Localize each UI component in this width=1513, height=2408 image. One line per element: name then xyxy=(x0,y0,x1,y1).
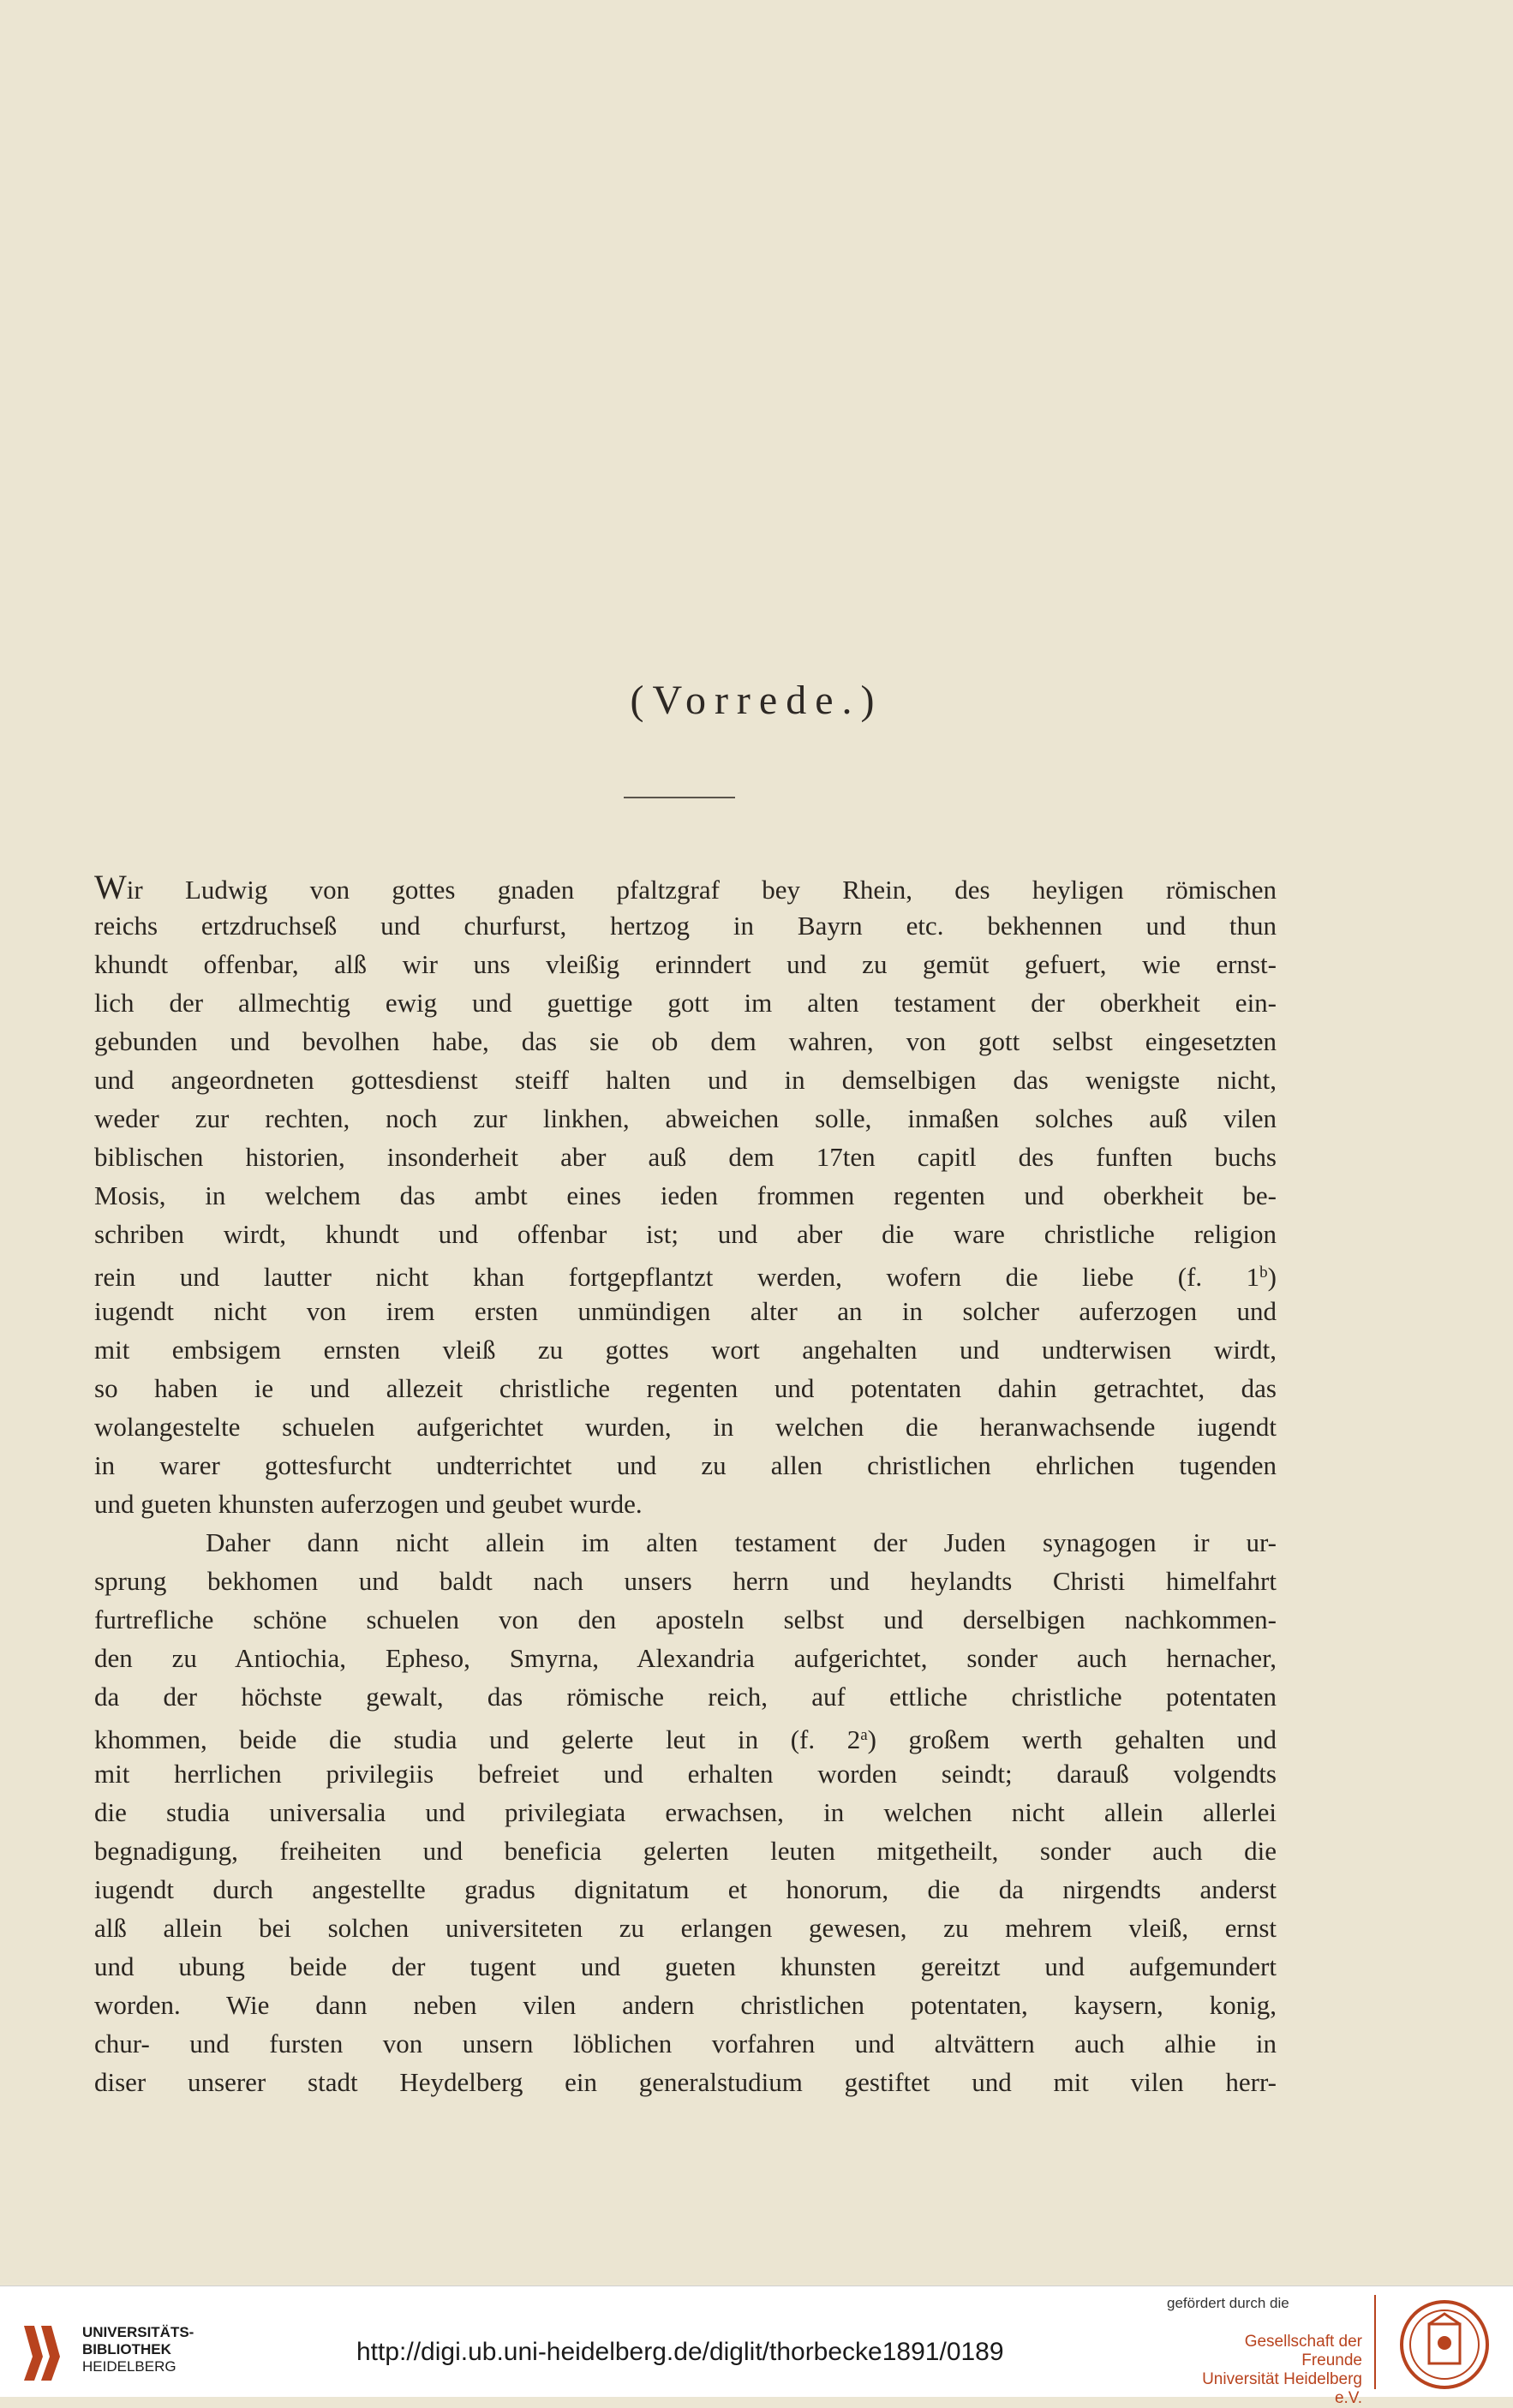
text-line: sprung bekhomen und baldt nach unsers herrn und heylandts Christi himelfahrt xyxy=(94,1566,1277,1596)
text-line: alß allein bei solchen universiteten zu erlangen gewesen, zu mehrem vleiß, ernst xyxy=(94,1913,1277,1943)
university-seal-icon xyxy=(1398,2298,1491,2391)
page-title: (Vorrede.) xyxy=(630,678,883,723)
body-text xyxy=(94,868,1277,2101)
text-line: iugendt nicht von irem ersten unmündigen alter an in solcher auferzogen und xyxy=(94,1296,1277,1326)
library-name: UNIVERSITÄTS- BIBLIOTHEK HEIDELBERG xyxy=(82,2324,194,2375)
text-line: biblischen historien, insonderheit aber auß dem 17ten capitl des funften buchs xyxy=(94,1142,1277,1172)
text-line: weder zur rechten, noch zur linkhen, abweichen solle, inmaßen solches auß vilen xyxy=(94,1103,1277,1133)
text-line: und gueten khunsten auferzogen und geubet wurde. xyxy=(94,1489,643,1519)
text-line: khommen, beide die studia und gelerte leut in (f. 2$^a$) großem werth gehalten und xyxy=(94,1724,1277,1754)
footer-divider xyxy=(1374,2295,1376,2389)
text-line: worden. Wie dann neben vilen andern christlichen potentaten, kaysern, konig, xyxy=(94,1990,1277,2020)
text-line: mit herrlichen privilegiis befreiet und erhalten worden seindt; darauß volgendts xyxy=(94,1759,1277,1789)
text-line: schriben wirdt, khundt und offenbar ist; und aber die ware christliche religion xyxy=(94,1219,1277,1249)
text-line: da der höchste gewalt, das römische reich, auf ettliche christliche potentaten xyxy=(94,1682,1277,1712)
text-line: khundt offenbar, alß wir uns vleißig erinndert und zu gemüt gefuert, wie ernst- xyxy=(94,949,1277,979)
text-line: und ubung beide der tugent und gueten khunsten gereitzt und aufgemundert xyxy=(94,1951,1277,1981)
text-line: die studia universalia und privilegiata erwachsen, in welchen nicht allein allerlei xyxy=(94,1797,1277,1827)
text-line: gebunden und bevolhen habe, das sie ob dem wahren, von gott selbst eingesetzten xyxy=(94,1026,1277,1056)
text-line: reichs ertzdruchseß und churfurst, hertzog in Bayrn etc. bekhennen und thun xyxy=(94,911,1277,941)
text-line: wolangestelte schuelen aufgerichtet wurden, in welchen die heranwachsende iugendt xyxy=(94,1412,1277,1442)
footer-bar xyxy=(0,2286,1513,2407)
source-url-link[interactable]: http://digi.ub.uni-heidelberg.de/diglit/thorbecke1891/0189 xyxy=(356,2338,1004,2366)
drop-capital: W xyxy=(94,868,127,906)
text-line: Wir Ludwig von gottes gnaden pfaltzgraf bey Rhein, des heyligen römischen xyxy=(94,868,1277,906)
text-line: furtrefliche schöne schuelen von den aposteln selbst und derselbigen nachkommen- xyxy=(94,1604,1277,1634)
library-logo-icon xyxy=(17,2322,74,2384)
text-line: iugendt durch angestellte gradus dignitatum et honorum, die da nirgendts anderst xyxy=(94,1874,1277,1904)
text-line: den zu Antiochia, Epheso, Smyrna, Alexandria aufgerichtet, sonder auch hernacher, xyxy=(94,1643,1277,1673)
text-line: lich der allmechtig ewig und guettige gott im alten testament der oberkheit ein- xyxy=(94,988,1277,1018)
text-line: und angeordneten gottesdienst steiff halten und in demselbigen das wenigste nicht, xyxy=(94,1065,1277,1095)
title-divider xyxy=(624,797,735,798)
text-line: Mosis, in welchem das ambt eines ieden frommen regenten und oberkheit be- xyxy=(94,1180,1277,1210)
text-line: in warer gottesfurcht undterrichtet und zu allen christlichen ehrlichen tugenden xyxy=(94,1450,1277,1480)
folio-superscript: a xyxy=(860,1726,868,1744)
text-line: chur- und fursten von unsern löblichen vorfahren und altvättern auch alhie in xyxy=(94,2029,1277,2058)
text-line: mit embsigem ernsten vleiß zu gottes wort angehalten und undterwisen wirdt, xyxy=(94,1335,1277,1365)
text-line: diser unserer stadt Heydelberg ein generalstudium gestiftet und mit vilen herr- xyxy=(94,2067,1277,2097)
folio-superscript: b xyxy=(1259,1264,1268,1282)
sponsor-label: gefördert durch die xyxy=(1167,2295,1289,2311)
text-line: Daher dann nicht allein im alten testament der Juden synagogen ir ur- xyxy=(206,1527,1277,1557)
text-line: begnadigung, freiheiten und beneficia gelerten leuten mitgetheilt, sonder auch die xyxy=(94,1836,1277,1866)
sponsor-name: Gesellschaft der Freunde Universität Heidelberg e.V. xyxy=(1202,2333,1362,2407)
text-line: rein und lautter nicht khan fortgepflantzt werden, wofern die liebe (f. 1$^b$) xyxy=(94,1262,1277,1292)
text-line: so haben ie und allezeit christliche regenten und potentaten dahin getrachtet, das xyxy=(94,1373,1277,1403)
